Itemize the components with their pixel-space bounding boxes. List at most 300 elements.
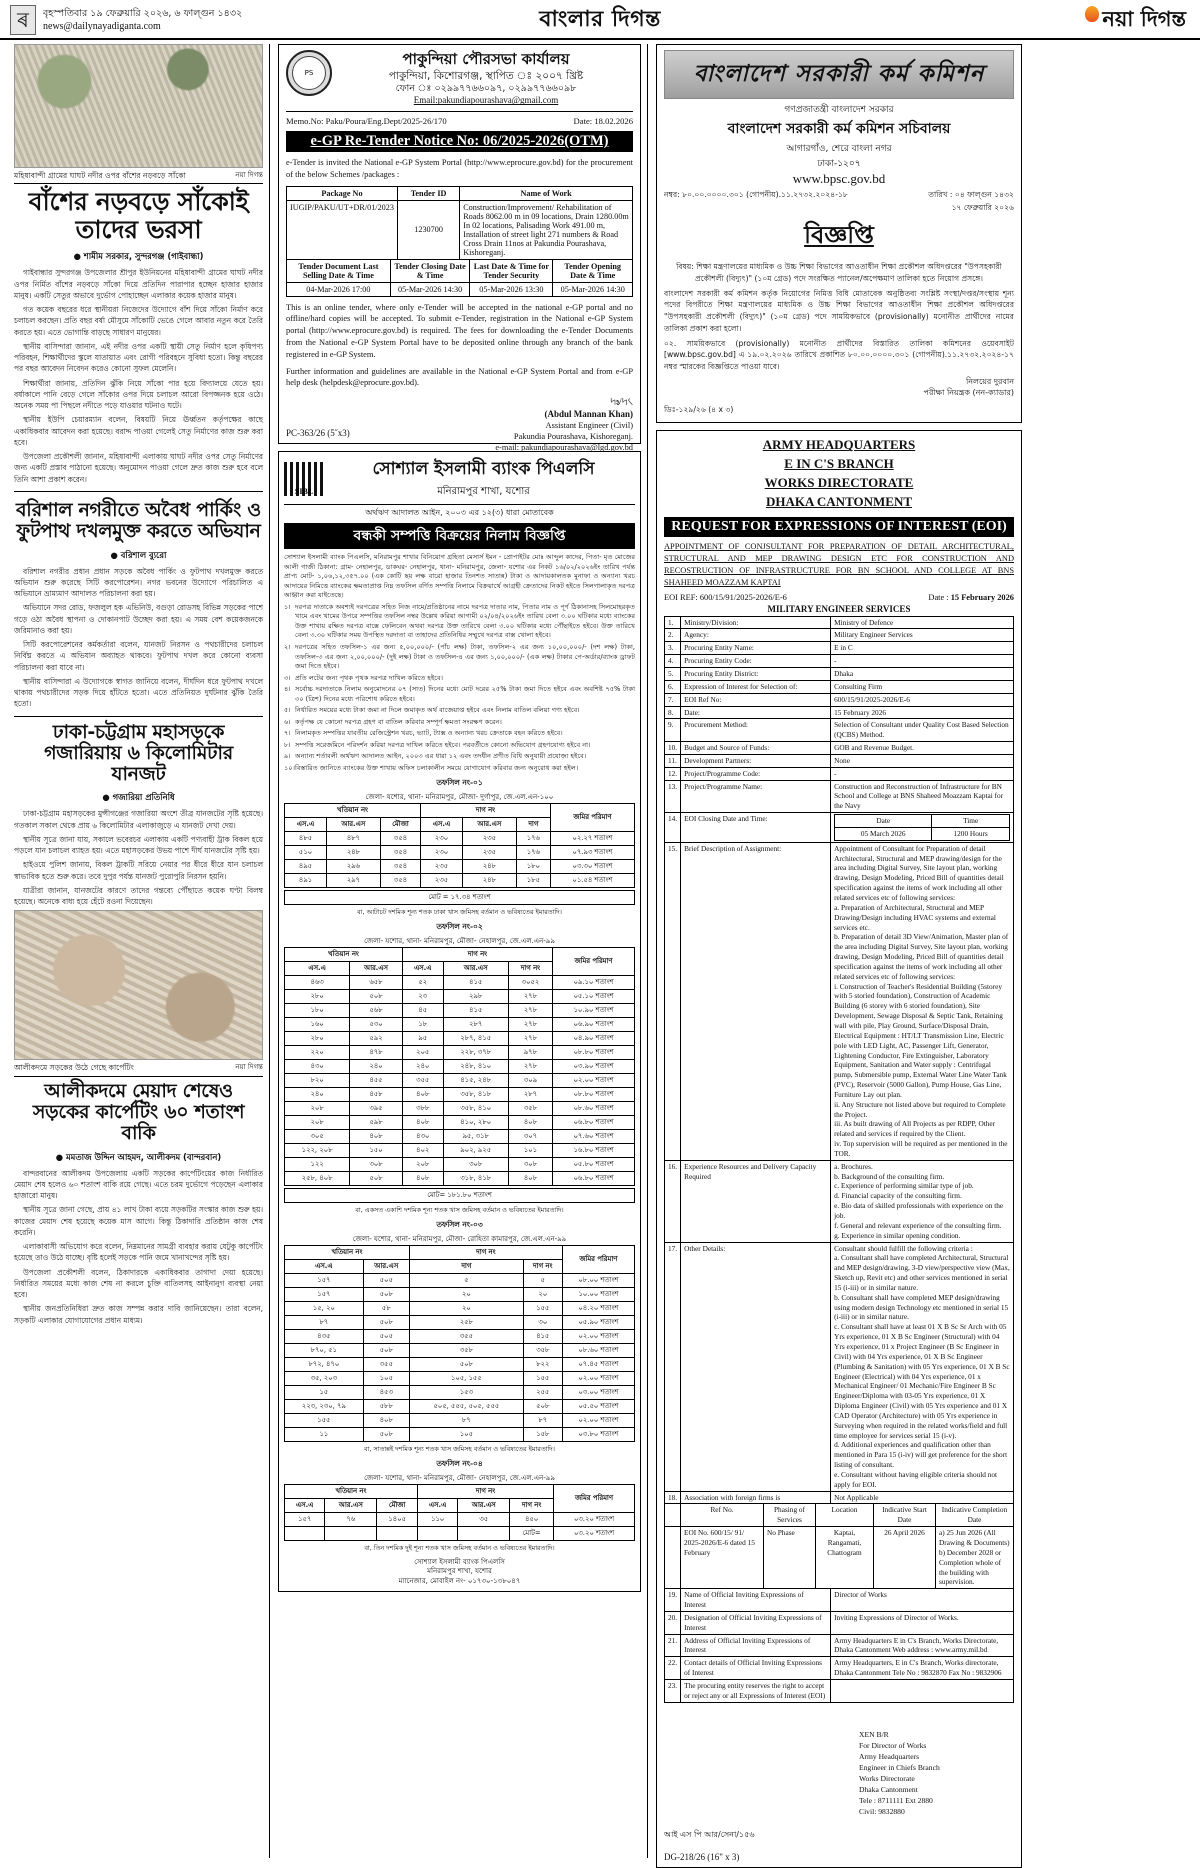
table-cell: ০৩.২০ শতাংশ: [553, 1526, 634, 1540]
eoi-sign-line: XEN B/R: [859, 1729, 889, 1739]
th-closing: Tender Closing Date & Time: [390, 259, 470, 282]
table-cell: ৪০৮: [350, 1129, 403, 1143]
eoi-dg-code: DG-218/26 (16" x 3): [664, 1851, 740, 1862]
eoi-exp-k: Experience Resources and Delivery Capacity Required: [681, 1160, 831, 1242]
table-header-row: [285, 1245, 635, 1259]
table-cell: ৮২২: [523, 1357, 562, 1371]
table-cell: ৩৫৮, ৪১০: [443, 1101, 508, 1115]
ads-column-right: [648, 44, 1028, 1862]
army-eoi-ad: [656, 430, 1022, 1867]
table-cell: ২০৮: [402, 1157, 443, 1171]
table-cell: ১৮০: [516, 859, 550, 873]
table-header-row: [285, 1484, 635, 1498]
tender-signature: [286, 395, 633, 454]
table-cell: ৯৫: [402, 1031, 443, 1045]
table-cell: ০৩.০০ শতাংশ: [562, 1385, 634, 1399]
eoi-brief-item: a. Preparation of Architectural, Structural and MEP Drawing/Design including HVAC systems and external services etc.: [834, 902, 996, 932]
td-tender-id: 1230700: [397, 200, 459, 259]
sibl-auction-ad: [278, 451, 641, 1592]
bpsc-ref-code: ডিঃ-১২৯/২৬ (৪ x ৩): [664, 405, 734, 415]
eoi-other-k: Other Details:: [681, 1242, 831, 1491]
tender-pc-code: PC-363/26 (5˝x3): [286, 428, 350, 439]
schedule2-title: তফসিল নং-০২: [436, 921, 483, 931]
schedule2-body: [285, 975, 635, 1185]
signature-mark-icon: ৸৶৸৻: [610, 395, 633, 409]
table-cell: ২২৩, ২৩০, ৭৯: [285, 1399, 364, 1413]
paragraph: অভিযানে সদর রোড, ফজলুল হক এভিনিউ, বগুড়া রোডসহ বিভিন্ন সড়কের পাশে গড়ে ওঠা অবৈধ স্থাপনা ও দোকানপাট উচ্ছেদ করা হয়। এ সময় বেশ কয়েকজনকে জরিমানাও করা হয়।: [14, 603, 263, 635]
schedule2-note: বা, একসত একাশি দশমিক শূন্য শতক খাস জমিসহ বর্তমান ও ভবিষ্যতের ইমারতাদি।: [355, 1205, 564, 1214]
table-cell: ৪১৫: [443, 1003, 508, 1017]
th-khatian: খতিয়ান নং: [285, 947, 403, 961]
eoi-sign-line: Dhaka Cantonment: [859, 1784, 918, 1794]
newspaper-logo-icon: ৰ: [10, 5, 36, 35]
table-cell: ৩০৭: [508, 1129, 552, 1143]
sibl-act-line: অর্থঋণ আদালত আইন, ২০০৩ এর ১২(৩) ধারা মোতাবেক: [365, 508, 554, 518]
table-cell: ০৭.৪৫ শতাংশ: [562, 1357, 634, 1371]
sibl-banner: বন্ধকী সম্পত্তি বিক্রয়ের নিলাম বিজ্ঞপ্তি: [284, 523, 635, 549]
bpsc-sign-title: পরীক্ষা নিয়ন্ত্রক (নন-ক্যাডার): [923, 387, 1014, 397]
bpsc-logo-banner: বাংলাদেশ সরকারী কর্ম কমিশন: [664, 50, 1014, 99]
table-header-row: [835, 815, 1010, 828]
th-sa2: এস.এ: [417, 1498, 457, 1512]
table-cell: ২৩৫: [421, 859, 463, 873]
table-row: [285, 1371, 635, 1385]
table-cell: ১০৫, ১৫৫: [409, 1371, 523, 1385]
paragraph: হাইওয়ে পুলিশ জানায়, বিকল ট্রাকটি সরিয়ে নেয়ার পর ধীরে ধীরে যান চলাচল স্বাভাবিক হতে শুরু করে। তবে দুপুর পর্যন্ত যানজট পুরোপুরি নিরসন হয়নি।: [14, 860, 263, 881]
td-location: Kaptai, Rangamati, Chattogram: [816, 1527, 874, 1589]
list-item: ১। দরপত্র দাতাকে অবশ্যই দরপত্রের সহিত নিজ নামে/প্রতিষ্ঠানের নামে দরপত্র দাতার নাম, পিতার নাম ও পূর্ণ ঠিকানাসহ সিলমোহরকৃত খামে এবং খামের উপরে সম্পত্তির তফসিল নম্বর উল্লেখ করিয়া আগামী ০২/০৪/২০২৬ইং তারিখ বেলা ৩.০০ ঘটিকার মধ্যে ব্যাংকের উক্ত শাখায় রক্ষিত দরপত্র বাক্সে ফেলিবেন অথবা দরপত্র উক্ত তারিখে বেলা ৩.০০ ঘটিকার মধ্যে পৌঁছাইতে হইবে। উক্ত তারিখে বেলা ৩.৩০ ঘটিকার সময় উপস্থিত দরদাতা বা তাহাদের প্রতিনিধির সম্মুখে দরপত্র বাক্স খোলা হইবে।: [284, 602, 635, 640]
eoi-row: [665, 667, 1014, 680]
eoi-row-value: -: [831, 767, 1014, 780]
story2-body: [14, 566, 263, 710]
eoi-rows-bottom: [665, 1589, 1014, 1702]
table-cell: ৫০৮: [523, 1399, 562, 1413]
eoi-row-value: -: [831, 655, 1014, 668]
list-item: ৯। অন্যান্য শর্তাবলী অর্থঋণ আদালত আইন, ২০০৩ এর ধারা ১২ এবং তদধীন প্রণীত বিধি অনুযায়ী প্রযোজ্য হইবে।: [284, 752, 587, 761]
eoi-ref-row: [664, 593, 1014, 602]
eoi-brief-intro: Appointment of Consultant for Preparation of detail Architectural, Structural and MEP drawing/design for the area including Digital Survey, Site layout plan, working drawing, Design Modeling, Priced Bill of quantities detail specification against the items of work including all other related services etc of following services:: [834, 843, 1004, 903]
table-cell: ১৫৮: [523, 1427, 562, 1441]
table-row: [285, 1031, 635, 1045]
table-cell: ১৫৭: [285, 1273, 364, 1287]
eoi-other-row: [665, 1242, 1014, 1491]
sibl-sign-phone: ম্যানেজার, মোবাইল নং- ০১৭৩০-১৩৮০৪৭: [398, 1577, 521, 1586]
bpsc-subject: বিষয়: শিক্ষা মন্ত্রণালয়ের মাধ্যমিক ও উচ্চ শিক্ষা বিভাগের আওতাধীন শিক্ষা প্রকৌশল অধিদপ্তরের "উপসহকারী প্রকৌশলী (বিদ্যুৎ)" (১০ম গ্রেড) পদে সংরক্ষিত প্যানেল/অপেক্ষমাণ তালিকা হতে নিয়োগ প্রসঙ্গে।: [676, 262, 1002, 283]
table-cell: ৩৫৪: [380, 873, 420, 887]
table-cell: ১২২, ২০৮: [285, 1143, 350, 1157]
eoi-row-key: EOI Ref No:: [681, 693, 831, 706]
table-cell: ৫০৫: [363, 1329, 409, 1343]
schedule3-table: [284, 1245, 635, 1442]
table-cell: ০২.০০ শতাংশ: [562, 1371, 634, 1385]
eoi-row: [665, 629, 1014, 642]
tender-notice-ad: [278, 44, 641, 453]
table-cell: ৫০৮: [363, 1343, 409, 1357]
table-cell: ৫০৫: [363, 1273, 409, 1287]
eoi-row-value: E in C: [831, 642, 1014, 655]
th-doc-selling: Tender Document Last Selling Date & Time: [287, 259, 391, 282]
tender-sign-org: Pakundia Pourashava, Kishoreganj.: [513, 432, 633, 442]
table-row: [287, 282, 633, 296]
table-cell: ২৯৬: [326, 859, 380, 873]
eoi-row-key: Address of Official Inviting Expressions of Interest: [681, 1634, 831, 1657]
table-row: [285, 1045, 635, 1059]
eoi-row-value: 15 February 2026: [831, 706, 1014, 719]
table-cell: ২০: [523, 1287, 562, 1301]
paragraph: স্থানীয় ইউপি চেয়ারম্যান বলেন, বিষয়টি নিয়ে ঊর্ধ্বতন কর্তৃপক্ষের কাছে একাধিকবার আবেদন করা হয়েছে। বরাদ্দ পাওয়া গেলেই সেতু নির্মাণের কাজ শুরু করা হবে।: [14, 415, 263, 447]
th-dag1: দাগ: [409, 1259, 523, 1273]
table-cell: ৫৮: [363, 1301, 409, 1315]
table-row: [285, 1427, 635, 1441]
table-cell: ১৫০: [350, 1143, 403, 1157]
schedule3-note: বা, সাতান্নই দশমিক শূন্য শতক খাস জমিসহ বর্তমান ও ভবিষ্যতের ইমারতাদি।: [364, 1444, 555, 1453]
table-cell: ৪৬৩: [285, 975, 350, 989]
schedule4-note: বা, তিন দশমিক দুই শূন্য শতক খাস জমিসহ বর্তমান ও ভবিষ্যতের ইমারতাদি।: [364, 1543, 555, 1552]
list-item: ৮। সম্পত্তি সরেজমিনে পরিদর্শন করিয়া দরপত্র দাখিল করিতে হইবে। পরবর্তীতে কোনো অভিযোগ গ্রহণযোগ্য হইবে না।: [284, 740, 591, 749]
eoi-row-key: Date:: [681, 706, 831, 719]
section-title: বাংলার দিগন্ত: [539, 6, 661, 32]
eoi-other-n: 17.: [665, 1242, 681, 1491]
paragraph: শিক্ষার্থীরা জানায়, প্রতিদিন ঝুঁকি নিয়ে সাঁকো পার হয়ে বিদ্যালয়ে যেতে হয়। বর্ষাকালে পানি বেড়ে গেলে সাঁকোর ওপর দিয়ে চলাচল আরো বিপজ্জনক হয়ে ওঠে। অনেক সময় পা পিছলে নদীতে পড়ে যাওয়ার ঘটনাও ঘটে।: [14, 378, 263, 411]
table-cell: ২৮০: [285, 989, 350, 1003]
table-cell: ৪৩০: [285, 1059, 350, 1073]
th-dag: দাগ নং: [417, 1484, 553, 1498]
table-cell: ০৬.৮০ শতাংশ: [553, 1171, 635, 1185]
table-cell: ৩৫: [458, 1512, 510, 1526]
eoi-exp-v: [831, 1160, 1014, 1242]
tender-para-2: Further information and guidelines are available in the National e-GP System Portal and from e-GP help desk (helpdesk@eprocure.gov.bd).: [286, 366, 633, 388]
tender-notice-banner: e-GP Re-Tender Notice No: 06/2025-2026(OTM): [286, 131, 633, 152]
eoi-details-table: [664, 616, 1014, 1505]
eoi-closing-n: 14.: [665, 813, 681, 843]
table-row: [285, 831, 635, 845]
table-cell: ৪১৫, ২৪৮: [443, 1073, 508, 1087]
eoi-row-key: Ministry/Division:: [681, 616, 831, 629]
eoi-row-key: Development Partners:: [681, 754, 831, 767]
th-rs: আর.এস: [350, 961, 403, 975]
schedule1-body: [285, 831, 635, 887]
table-cell: ২২৮, ৩৭৮: [443, 1045, 508, 1059]
divider: [14, 716, 263, 717]
table-cell: ৫০৮: [350, 1171, 403, 1185]
table-row: [285, 989, 635, 1003]
story3-byline: ● গজারিয়া প্রতিনিধি: [102, 792, 175, 803]
sibl-logo-icon: SIBL: [284, 462, 324, 496]
table-cell: ৩০৮: [443, 1157, 508, 1171]
table-cell: ৩৫৪: [380, 859, 420, 873]
tender-dates-table: [286, 259, 633, 297]
eoi-row: [665, 719, 1014, 742]
eoi-row: [665, 1611, 1014, 1634]
paragraph: যাত্রীরা জানান, যানজটের কারণে তাদের গন্তব্যে পৌঁছাতে কয়েক ঘণ্টা বিলম্ব হয়েছে। অনেকে বাধ্য হয়ে হেঁটে রওনা দিয়েছেন।: [14, 885, 263, 907]
table-row: [285, 1413, 635, 1427]
table-cell: ১৮: [402, 1017, 443, 1031]
tender-header: [286, 50, 633, 112]
table-cell: [377, 1526, 418, 1540]
schedule1-total: মোট = ১৭.৩৪ শতাংশ: [285, 890, 635, 904]
sibl-sign-branch: মনিরামপুর শাখা, যশোর: [427, 1567, 492, 1576]
table-cell: ২২০: [285, 1045, 350, 1059]
tender-para-1: This is an online tender, where only e-Tender will be accepted in the national e-GP portal and no offline/hard copies will be accepted. To submit e-Tender, registration in the National e-GP System portal (http://www.eprocure.gov.bd) is required. The fees for downloading the e-Tender Documents from the National e-GP System Portal have to be deposited online through any branch of the bank registered in e-GP System.: [286, 302, 633, 359]
eoi-exp-item: f. General and relevant experience of the consulting firm.: [834, 1220, 1002, 1230]
table-cell: ২৮০: [285, 1031, 350, 1045]
eoi-exp-item: e. Bio data of skilled professionals with experience on the job.: [834, 1201, 1004, 1221]
table-cell: ১২২: [285, 1157, 350, 1171]
table-cell: ০৬.৮০ শতাংশ: [553, 1115, 635, 1129]
th-location: Location: [816, 1504, 874, 1527]
columns-container: [0, 40, 1200, 1864]
eoi-row-key: Project/Programme Name:: [681, 780, 831, 813]
table-header-row: [665, 1504, 1014, 1527]
table-cell: ০২.০০ শতাংশ: [553, 1073, 635, 1087]
sibl-intro: সোশ্যাল ইসলামী ব্যাংক পিএলসি, মনিরামপুর শাখার বিনিয়োগ গ্রহিতা মেসার্স ইমন - প্রোপাইটর মোঃ আব্দুল কাদের, পিতা- মৃত মোজের আলী গাজী ঠিকানা: গ্রাম- নেহালপুর, ডাকঘর- নেহালপুর, থানা- মনিরামপুর, জেলা- যশোর এর নিকট ১৬/০২/২০২৬ইং তারিখ পর্যন্ত প্রাপ্য মোট- ১,০৬,১২,৩৫৭.০০ (এক কোটি ছয় লক্ষ বারো হাজার তিনশত সাতান্ন) টাকা ও আদায়কালতক মুনাফা ও অন্যান্য খরচ আদায়ের নিমিত্তে ব্যাংকের ক্ষমতাপ্রাপ্ত নিম্ন তফসিল বর্ণিত সম্পত্তি নিলামে বিক্রয়ার্থে আগ্রহী ক্রেতাদের নিকট হইতে সিলগালাকৃত দরপত্র আহ্বান করা যাইতেছে।: [284, 553, 635, 600]
bpsc-url[interactable]: www.bpsc.gov.bd: [792, 171, 886, 186]
table-cell: ০৩.৩০ শতাংশ: [550, 859, 634, 873]
eoi-brief-item: iii. As built drawing of All Projects as per RDPP, Other related and services if required by the Client.: [834, 1119, 996, 1139]
table-cell: ২৭৮: [508, 1031, 552, 1045]
eoi-exp-item: a. Brochures.: [834, 1161, 873, 1171]
td-start-date: 26 April 2026: [874, 1527, 936, 1589]
eoi-association-row: [665, 1491, 1014, 1504]
table-cell: ২৩০: [421, 831, 463, 845]
table-cell: ২৮৭: [508, 1087, 552, 1101]
tender-sign-email: e-mail: pakundiapourashava@lgd.gov.bd: [495, 443, 633, 453]
table-cell: ৫০৮: [363, 1427, 409, 1441]
table-row: [285, 1188, 635, 1202]
masthead: [0, 0, 1200, 40]
th-sa: এস.এ: [285, 1259, 364, 1273]
eoi-brief-item: iv. Top supervision will be required as per mentioned in the TOR.: [834, 1139, 1008, 1158]
news-column: [8, 44, 270, 1858]
eoi-rows-top: [665, 616, 1014, 813]
td-completion-date: a) 25 Jun 2026 (All Drawing & Documents) b) December 2028 or Completion whole of the building with supervision.: [936, 1527, 1014, 1589]
bpsc-address: আগারগাঁও, শেরে বাংলা নগর: [786, 144, 892, 154]
td-name-of-work: Construction/Improvement/ Rehabilitation of Roads 8062.00 m in 09 locations, Drain 1280.00m In 02 locations, Palisading Work 491.00 m, Installation of street light 271 numbers & Road Cross Drain 11nos at Pakundia Pourashava, Kishoreganj.: [460, 200, 633, 259]
eoi-row: [665, 655, 1014, 668]
table-row: [285, 1143, 635, 1157]
th-area: জমির পরিমাণ: [553, 947, 635, 975]
table-cell: ৩০৫২: [508, 975, 552, 989]
eoi-sign-line: Civil: 9832880: [859, 1806, 905, 1816]
table-cell: ৪৩০: [402, 1129, 443, 1143]
table-cell: ২৮৭, ৪১৫: [443, 1031, 508, 1045]
list-item: ২। দরপত্রের সহিত তফসিল-১ এর জন্য ৫,০০,০০০/- (পাঁচ লক্ষ) টাকা, তফসিল-২ এর জন্য ১০,০০,০০০/- (দশ লক্ষ) টাকা, তফসিল-৩ এর জন্য ২,০০,০০০/- (দুই লক্ষ) টাকা ও তফসিল-৪ এর জন্য ১,০০,০০০/- (এক লক্ষ) টাকার পে-অর্ডার/ব্যাংক ড্রাফট জমা দিতে হইবে।: [284, 642, 635, 671]
sibl-header: [284, 456, 635, 505]
sibl-bank-name: সোশ্যাল ইসলামী ব্যাংক পিএলসি: [372, 459, 595, 480]
table-cell: ৮৭: [409, 1413, 523, 1427]
th-ref-no: Ref No.: [681, 1504, 764, 1527]
table-cell: ১০৫: [363, 1371, 409, 1385]
eoi-other-item: c. Consultant shall have at least 01 X B Sc Sr Arch with 05 Yrs experience, 01 X B Sc Engineer (Structural) with 04 Yrs experience, 01 x Project Engineer (B Sc Engineer in Civil) with 04 Yrs experience, 01 X B Sc Engineer (Plumbing & Sanitation) with 05 Yrs experience, 01 X B Sc Engineer (Electrical) with 04 Yrs experience, 01 x Mechanical Engineer/ 01 Mechanic/Fire Engineer B Sc Engineer/Diploma with 03-05 Yrs experience, 01 X Diploma Engineer (Civil) with 05 Yrs experience and 01 X CAD Operator (Architecture) with 05 Yrs experience in Surveying when required in the related works/field and full time employee for services serial 15 (i-v).: [834, 1322, 1010, 1440]
table-row: [285, 1357, 635, 1371]
table-cell: ০৮.৬০ শতাংশ: [562, 1343, 634, 1357]
table-cell: ৫২: [402, 975, 443, 989]
th-mouza: মৌজা: [380, 817, 420, 831]
schedule1-note: বা, আটাচট দশমিক শূন্য শতক ঢাকা খাস জমিসহ বর্তমান ও ভবিষ্যতের ইমারতাদি।: [357, 907, 562, 916]
th-sa: এস.এ: [285, 961, 350, 975]
eoi-title-block: [664, 436, 1014, 511]
story3-headline: ঢাকা-চট্টগ্রাম মহাসড়কে গজারিয়ায় ৬ কিলোমিটার যানজট: [44, 720, 233, 786]
th-rs: আর.এস: [363, 1259, 409, 1273]
eoi-brief-row: [665, 842, 1014, 1160]
table-cell: [325, 1526, 377, 1540]
eoi-services-table: [664, 1503, 1014, 1589]
eoi-row-number: 11.: [665, 754, 681, 767]
eoi-row-value: Dhaka: [831, 667, 1014, 680]
th-dagno: দাগ নং: [523, 1259, 562, 1273]
eoi-mes-header: MILITARY ENGINEER SERVICES: [767, 603, 911, 614]
eoi-row: [665, 680, 1014, 693]
paragraph: স্থানীয় বাসিন্দারা জানান, এই নদীর ওপর একটি স্থায়ী সেতু নির্মাণ হলে কৃষিপণ্য পরিবহন, শিক্ষার্থীদের স্কুলে যাতায়াত এবং রোগী পরিবহনে সুবিধা হতো। কিন্তু বছরের পর বছর আবেদন নিবেদন করেও কোনো সুফল মেলেনি।: [14, 341, 263, 374]
table-row: [285, 1385, 635, 1399]
table-cell: ৩০৫: [285, 1129, 350, 1143]
eoi-row-key: Designation of Official Inviting Expressions of Interest: [681, 1611, 831, 1634]
table-cell: ৫৬৮: [350, 1003, 403, 1017]
table-cell: ০২.০০ শতাংশ: [562, 1329, 634, 1343]
eoi-row-value: Army Headquarters E in C's Branch, Works Directorate, Dhaka Cantonment Web address : www.army.mil.bd: [831, 1634, 1014, 1657]
schedule2-total-table: [284, 1188, 635, 1203]
table-cell: ৮৭: [523, 1413, 562, 1427]
story4-headline: আলীকদমে মেয়াদ শেষেও সড়কের কার্পেটিং ৬০ শতাংশ বাকি: [32, 1079, 245, 1145]
table-row: [285, 1526, 635, 1540]
th-dag2: দাগ: [516, 817, 550, 831]
table-cell: ২৪০: [402, 1059, 443, 1073]
table-cell: ৩০৮: [508, 1157, 552, 1171]
eoi-row-number: 8.: [665, 706, 681, 719]
bpsc-number-row: [664, 189, 1014, 215]
eoi-row-key: Name of Official Inviting Expressions of Interest: [681, 1589, 831, 1612]
table-cell: ৩৮৮: [402, 1101, 443, 1115]
schedule2-sub: জেলা- যশোর, থানা- মনিরামপুর, মৌজা- নেহালপুর, জে.এল.এন-৯৯: [364, 936, 555, 945]
tender-memo: Memo.No: Paku/Poura/Eng.Dept/2025-26/170: [286, 116, 447, 127]
table-cell: ০৩.৮০ শতাংশ: [562, 1427, 634, 1441]
table-cell: ২০৫: [402, 1045, 443, 1059]
eoi-assoc-k: Association with foreign firms is: [681, 1491, 831, 1504]
eoi-row-number: 6.: [665, 680, 681, 693]
list-item: ৬। কর্তৃপক্ষ যে কোনো দরপত্র গ্রহণ বা বাতিল করিবার সম্পূর্ণ ক্ষমতা সংরক্ষণ করেন।: [284, 717, 502, 726]
table-cell: ২৮৭: [443, 1017, 508, 1031]
th-sa: এস.এ: [285, 817, 327, 831]
table-row: [285, 890, 635, 904]
table-cell: ০৮.৮০ শতাংশ: [553, 1045, 635, 1059]
eoi-row-key: Expression of Interest for Selection of:: [681, 680, 831, 693]
eoi-row-key: Procuring Entity Code:: [681, 655, 831, 668]
story3-body: [14, 808, 263, 907]
tender-sign-name: (Abdul Mannan Khan): [544, 409, 633, 420]
table-cell: ৩৫৮: [523, 1343, 562, 1357]
table-cell: ৪৯৫: [285, 859, 327, 873]
table-cell: ৪১৫: [443, 975, 508, 989]
paragraph: উপজেলা প্রকৌশলী জানান, মহিষাবান্দী এলাকায় ঘাঘট নদীর ওপর সেতু নির্মাণের জন্য একটি প্রস্তাব পাঠানো হয়েছে। অনুমোদন পাওয়া গেলে দ্রুত কাজ শুরু হবে বলে তিনি আশা প্রকাশ করেন।: [14, 452, 263, 484]
table-cell: ১৬০: [285, 1017, 350, 1031]
th-rs2: আর.এস: [458, 1498, 510, 1512]
table-cell: ৩১৮, ৪১৮: [443, 1171, 508, 1185]
bpsc-sign-seal: নিলয়ের দুরবান: [965, 376, 1014, 386]
table-cell: ৩৫৫: [402, 1073, 443, 1087]
table-cell: ৯০২, ৯২৫: [443, 1143, 508, 1157]
table-cell: ৩০৮: [350, 1157, 403, 1171]
tender-office-title: পাকুন্দিয়া পৌরসভা কার্যালয়: [402, 50, 570, 68]
eoi-row-key: Agency:: [681, 629, 831, 642]
th-package-no: Package No: [287, 186, 398, 200]
table-cell: ৫: [523, 1273, 562, 1287]
table-cell: ৫০৫, ৫৫৫, ৫০৫, ৫৫৫: [409, 1399, 523, 1413]
schedule3-title: তফসিল নং-০৩: [436, 1219, 483, 1229]
eoi-closing-k: EOI Closing Date and Time:: [681, 813, 831, 843]
table-cell: ১০.৯০ শতাংশ: [553, 1003, 635, 1017]
eoi-row-value: Inviting Expressions of Director of Works.: [831, 1611, 1014, 1634]
story1-byline: ● শামীম সরকার, সুন্দরগঞ্জ (গাইবান্ধা): [73, 251, 204, 262]
table-cell: ৪০৮: [402, 1087, 443, 1101]
table-cell: ২৫৫: [523, 1385, 562, 1399]
table-cell: ১৫৫: [285, 1413, 364, 1427]
table-cell: ৪০৮: [402, 1171, 443, 1185]
eoi-row: [665, 1657, 1014, 1680]
table-cell: ০২.২৭ শতাংশ: [550, 831, 634, 845]
table-cell: ৩০: [523, 1315, 562, 1329]
tender-package-table: [286, 186, 633, 260]
table-cell: ৩৫৮, ৪১৮: [443, 1087, 508, 1101]
eoi-row-key: The procuring entity reserves the right to accept or reject any or all Expressions of Interest (EOI): [681, 1679, 831, 1702]
table-cell: ১৫৭: [285, 1287, 364, 1301]
table-cell: ০৩.৯০ শতাংশ: [553, 1059, 635, 1073]
schedule3-sub: জেলা- যশোর, থানা- মনিরামপুর, মৌজা- রোহিতা কামারপুর, জে.এল.এন-৯৯: [352, 1234, 567, 1243]
table-cell: ৮৭: [285, 1315, 364, 1329]
table-cell: ১০.০০ শতাংশ: [562, 1287, 634, 1301]
table-cell: ৫০৮: [363, 1315, 409, 1329]
eoi-title-line-1: ARMY HEADQUARTERS: [762, 437, 916, 453]
th-rs: আর.এস: [326, 817, 380, 831]
eoi-row: [665, 1679, 1014, 1702]
story4-photo: [14, 910, 263, 1060]
bpsc-city: ঢাকা-১২০৭: [817, 159, 861, 169]
table-cell: ৪৮৫: [285, 831, 327, 845]
td-doc-selling: 04-Mar-2026 17:00: [287, 282, 391, 296]
table-row: [285, 845, 635, 859]
eoi-assoc-n: 18.: [665, 1491, 681, 1504]
paragraph: বরিশাল নগরীর প্রধান প্রধান সড়কে অবৈধ পার্কিং ও ফুটপাথ দখলমুক্ত করতে অভিযান শুরু করেছে সিটি করপোরেশন। নগর ভবনের উদ্যোগে পরিচালিত এ অভিযানে ভ্রাম্যমাণ আদালত পরিচালনা করা হয়।: [14, 566, 263, 599]
table-cell: ৫৯৮: [350, 1115, 403, 1129]
table-header-row: [287, 259, 633, 282]
eoi-row-number: 1.: [665, 616, 681, 629]
table-header-row: [285, 803, 635, 817]
paragraph: স্থানীয় বাসিন্দারা এ উদ্যোগকে স্বাগত জানিয়ে বলেন, দীর্ঘদিন ধরে ফুটপাথ দখলে থাকায় পথচারীদের সড়ক দিয়ে হাঁটতে হতো। এতে প্রতিনিয়ত দুর্ঘটনার ঝুঁকি তৈরি হতো।: [14, 676, 263, 709]
eoi-appointment: APPOINTMENT OF CONJSULTANT FOR PREPARATION OF DETAIL ARCHITECTURAL, STRUCTURAL AND MEP DRAWING DESIGN ETC FOR CONSTRUCTION AND RECOSTRUCTION OF INFRASTRUCTURE FOR BN SCHOOL AND COLLEGE AT BNS SHAHEED MOAZZAM KAPTAI: [664, 541, 1014, 588]
table-cell: ৪৫৩: [363, 1385, 409, 1399]
table-cell: ০৫.৯০ শতাংশ: [562, 1315, 634, 1329]
table-row: [285, 1017, 635, 1031]
table-cell: ১১০: [417, 1512, 457, 1526]
table-cell: ২৪৮: [462, 873, 516, 887]
th-phasing: Phasing of Services: [764, 1504, 816, 1527]
table-cell: ২৪০: [350, 1059, 403, 1073]
th-start-date: Indicative Start Date: [874, 1504, 936, 1527]
table-row: [285, 1301, 635, 1315]
story2-byline: ● বরিশাল ব্যুরো: [110, 549, 167, 560]
eoi-other-item: a. Consultant shall have completed Architectural, Structural and MEP design/drawing, 3-D view/perspective view (Max, Sketch up, Revit etc) and other services mentioned in serial 15 (i-iii) or in similar nature.: [834, 1253, 1010, 1292]
eoi-row-key: Project/Programme Code:: [681, 767, 831, 780]
table-cell: ২৪০: [285, 1087, 350, 1101]
table-cell: ৩৫৫: [409, 1329, 523, 1343]
table-cell: ২৭৮: [508, 1059, 552, 1073]
table-row: [285, 1003, 635, 1017]
table-cell: ১০১: [508, 1143, 552, 1157]
table-cell: ২৭৮: [508, 989, 552, 1003]
eoi-banner: REQUEST FOR EXPRESSIONS OF INTEREST (EOI): [664, 517, 1014, 537]
bpsc-name: বাংলাদেশ সরকারী কর্ম কমিশন সচিবালয়: [727, 121, 951, 137]
story4-body: [14, 1168, 263, 1326]
table-cell: ২৫৮, ৪০৮: [285, 1171, 350, 1185]
